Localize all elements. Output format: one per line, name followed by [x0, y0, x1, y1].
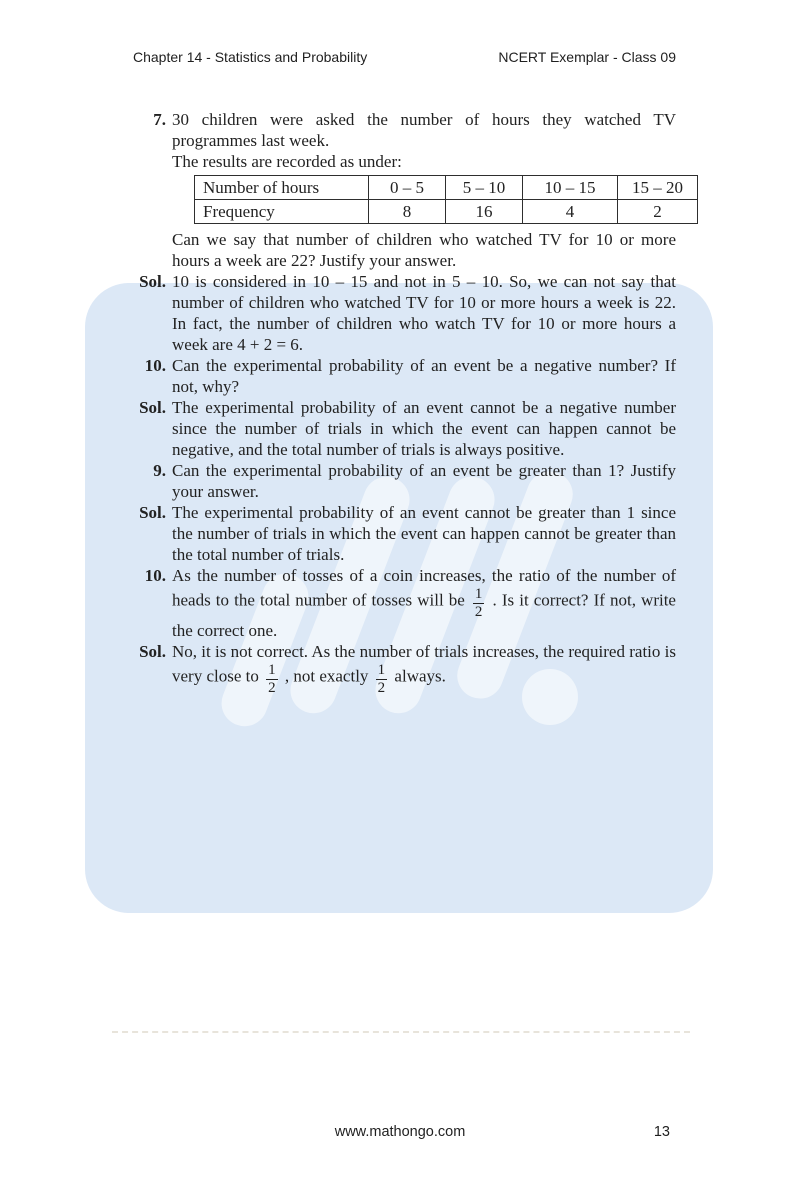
question-number: 10. — [144, 356, 166, 375]
question-text: Can the experimental probability of an event be a negative number? If not, why? — [172, 356, 676, 396]
solution-body — [172, 502, 676, 565]
question-number: 9. — [153, 461, 166, 480]
question-text: The results are recorded as under: — [172, 152, 402, 171]
table-cell: 10 – 15 — [523, 176, 618, 200]
table-cell: 15 – 20 — [618, 176, 698, 200]
solution-body — [172, 271, 676, 355]
frequency-table — [194, 175, 698, 224]
page-number: 13 — [653, 1124, 670, 1140]
table-cell: 5 – 10 — [446, 176, 523, 200]
solution-label: Sol. — [139, 272, 166, 291]
question-body — [172, 565, 676, 641]
book-title: NCERT Exemplar - Class 09 — [498, 49, 676, 65]
question-item-7 — [130, 109, 683, 271]
question-item-9 — [130, 460, 676, 502]
solution-item — [130, 397, 676, 460]
question-body — [172, 355, 676, 397]
table-cell: Frequency — [195, 200, 369, 224]
solution-text: 10 is considered in 10 – 15 and not in 5 – 10. So, we can not say that number of children who watched TV for 10 or more hours a week is 22. In fact, the number of children who watch TV for 10 or more hours a week are 4 + 2 = 6. — [172, 272, 676, 354]
solution-item — [130, 502, 676, 565]
fraction-one-half: $\frac{1}{2}$ — [377, 662, 386, 696]
question-text: As the number of tosses of a coin increases, the ratio of the number of heads to the total number of tosses will be $\frac{1}{2}$ . Is it correct? If not, write the correct one. — [172, 566, 676, 640]
solution-label: Sol. — [139, 398, 166, 417]
question-item-10a — [130, 355, 676, 397]
question-number: 7. — [153, 110, 166, 129]
table-cell: 8 — [369, 200, 446, 224]
questions-list — [130, 109, 683, 696]
question-body — [172, 109, 683, 271]
solution-text: No, it is not correct. As the number of trials increases, the required ratio is very close to $\frac{1}{2}$ , not exactly $\frac{1}{2}$ always. — [172, 642, 676, 696]
table-cell: Number of hours — [195, 176, 369, 200]
question-body — [172, 460, 676, 502]
solution-body — [172, 641, 676, 696]
question-text: Can the experimental probability of an event be greater than 1? Justify your answer. — [172, 461, 676, 501]
solution-body — [172, 397, 676, 460]
faint-scan-separator — [112, 1031, 690, 1033]
solution-item — [130, 641, 676, 696]
table-cell: 0 – 5 — [369, 176, 446, 200]
question-text: 30 children were asked the number of hours they watched TV programmes last week. — [172, 110, 676, 150]
question-text: Can we say that number of children who watched TV for 10 or more hours a week are 22? Justify your answer. — [172, 230, 676, 270]
table-row — [195, 176, 698, 200]
page-header — [133, 49, 676, 65]
footer-url: www.mathongo.com — [334, 1124, 466, 1140]
question-item-10b — [130, 565, 676, 641]
table-cell: 4 — [523, 200, 618, 224]
chapter-title: Chapter 14 - Statistics and Probability — [133, 49, 368, 65]
solution-label: Sol. — [139, 642, 166, 661]
table-cell: 16 — [446, 200, 523, 224]
solution-text: The experimental probability of an event cannot be a negative number since the number of trials in which the event can happen cannot be negative, and the total number of trials is always positive. — [172, 398, 676, 459]
fraction-one-half: $\frac{1}{2}$ — [474, 586, 483, 620]
table-row — [195, 200, 698, 224]
solution-text: The experimental probability of an event cannot be greater than 1 since the number of trials in which the event can happen cannot be greater than the total number of trials. — [172, 503, 676, 564]
solution-item — [130, 271, 676, 355]
table-cell: 2 — [618, 200, 698, 224]
question-number: 10. — [144, 566, 166, 585]
fraction-one-half: $\frac{1}{2}$ — [268, 662, 276, 696]
solution-label: Sol. — [139, 503, 166, 522]
page-footer — [0, 1124, 800, 1144]
